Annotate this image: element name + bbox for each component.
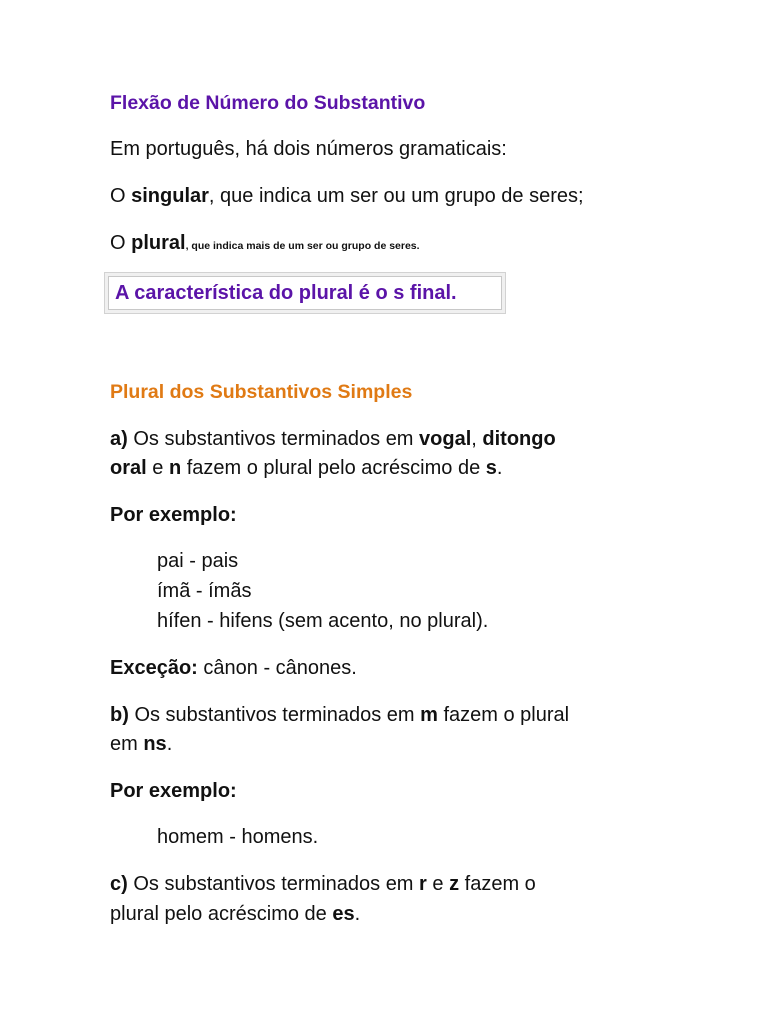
text: , que indica um ser ou um grupo de seres; [208, 185, 584, 207]
term: es [332, 903, 355, 925]
example-label: Por exemplo: [110, 780, 237, 802]
text: em [110, 733, 144, 755]
callout-box [104, 272, 506, 314]
text: e [426, 873, 450, 895]
text: O [110, 185, 132, 207]
text: . [496, 457, 503, 479]
example-item: homem - homens. [157, 826, 319, 848]
text: Os substantivos terminados em [128, 704, 421, 726]
text: e [146, 457, 169, 479]
example-item: pai - pais [157, 550, 239, 572]
text: cânon - cânones. [197, 657, 357, 679]
term: s [485, 457, 497, 479]
text: Os substantivos terminados em [127, 873, 420, 895]
term: z [449, 873, 460, 895]
term: ns [143, 733, 167, 755]
term: n [168, 457, 182, 479]
example-item: ímã - ímãs [157, 580, 252, 602]
rule-b-line1 [110, 700, 569, 730]
text: plural pelo acréscimo de [110, 903, 333, 925]
text: , [471, 428, 483, 450]
example-item: hífen - hifens (sem acento, no plural). [157, 610, 489, 632]
term-plural: plural [131, 232, 186, 254]
term: m [420, 704, 438, 726]
example-label-b [110, 776, 237, 806]
term: vogal [419, 428, 472, 450]
text: fazem o plural pelo acréscimo de [181, 457, 486, 479]
term-singular: singular [131, 185, 209, 207]
rule-c-line1 [110, 869, 536, 899]
plural-paragraph [110, 228, 420, 261]
text: O [110, 232, 132, 254]
intro-paragraph: Em português, há dois números gramaticais: [110, 138, 507, 160]
exception-label: Exceção: [110, 657, 198, 679]
example-label: Por exemplo: [110, 504, 237, 526]
text: fazem o plural [437, 704, 570, 726]
rule-a-line1 [110, 424, 556, 454]
singular-paragraph [110, 181, 584, 211]
rule-a-line2 [110, 453, 502, 483]
rule-letter: b) [110, 704, 129, 726]
text: Os substantivos terminados em [127, 428, 420, 450]
rule-letter: a) [110, 428, 128, 450]
rule-b-line2 [110, 729, 172, 759]
term: r [419, 873, 427, 895]
section-title-plural-simples: Plural dos Substantivos Simples [110, 381, 413, 403]
exception-paragraph [110, 653, 357, 683]
rule-letter: c) [110, 873, 128, 895]
term: ditongo [482, 428, 556, 450]
plural-definition-small: , que indica mais de um ser ou grupo de seres. [185, 240, 420, 252]
rule-c-line2 [110, 899, 360, 929]
text: . [354, 903, 361, 925]
example-label-a [110, 500, 237, 530]
term: oral [110, 457, 147, 479]
text: fazem o [459, 873, 536, 895]
text: . [166, 733, 173, 755]
callout-text: A característica do plural é o s final. [115, 282, 457, 304]
section-title-flexao: Flexão de Número do Substantivo [110, 92, 426, 114]
